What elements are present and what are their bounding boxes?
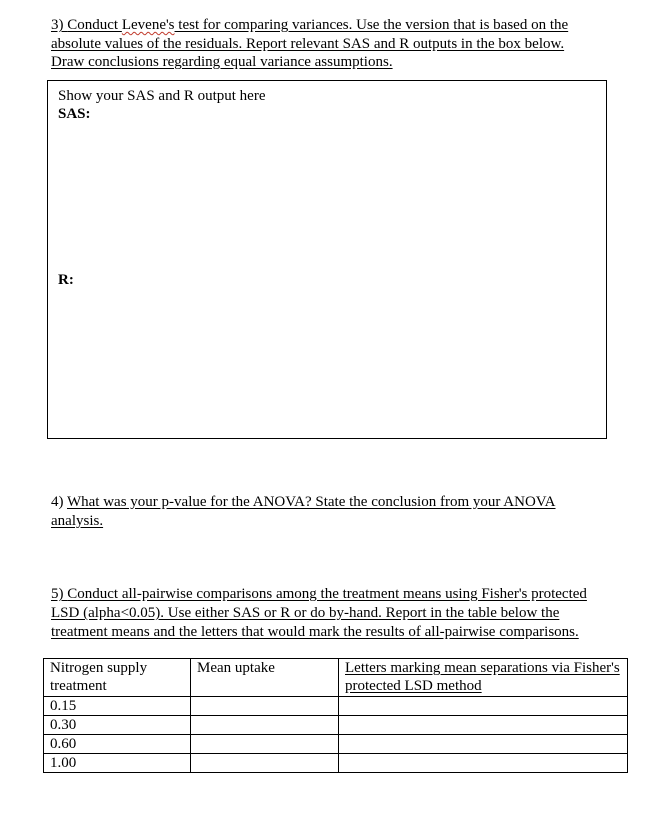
mean-cell[interactable] (191, 697, 339, 716)
q4-line1 (51, 493, 556, 512)
table-header-row (44, 659, 628, 697)
treatment-cell[interactable]: 0.15 (44, 697, 191, 716)
q3-line2: absolute values of the residuals. Report relevant SAS and R outputs in the box below. (51, 36, 565, 52)
q5-number: 5) (51, 586, 68, 602)
header-nitrogen-supply[interactable]: Nitrogen supply treatment (44, 659, 191, 697)
treatment-cell[interactable]: 0.30 (44, 716, 191, 735)
lsd-results-table (43, 658, 628, 773)
letters-cell[interactable] (339, 735, 628, 754)
q4-text: What was your p-value for the ANOVA? State the conclusion from your ANOVA (66, 494, 556, 510)
q3-text-pre: Conduct (67, 17, 122, 33)
q3-text-post: test for comparing variances. Use the version that is based on the (174, 17, 569, 33)
mean-cell[interactable] (191, 754, 339, 773)
q3-line3: Draw conclusions regarding equal variance assumptions. (51, 54, 393, 70)
q4-line2: analysis. (51, 513, 104, 529)
table-row (44, 716, 628, 735)
q5-line3: treatment means and the letters that would mark the results of all-pairwise comparisons. (51, 624, 579, 640)
table-row (44, 735, 628, 754)
q5-line2: LSD (alpha<0.05). Use either SAS or R or do by-hand. Report in the table below the (51, 605, 560, 621)
q3-number: 3) (51, 17, 68, 33)
mean-cell[interactable] (191, 716, 339, 735)
treatment-cell[interactable]: 1.00 (44, 754, 191, 773)
letters-cell[interactable] (339, 754, 628, 773)
table-row (44, 754, 628, 773)
spellcheck-flagged-word: Levene's (121, 17, 175, 33)
mean-cell[interactable] (191, 735, 339, 754)
q4-number: 4) (51, 494, 67, 510)
letters-cell[interactable] (339, 697, 628, 716)
output-box-prompt: Show your SAS and R output here (58, 88, 266, 104)
table-row (44, 697, 628, 716)
header-mean-uptake[interactable]: Mean uptake (191, 659, 339, 697)
q5-line1 (51, 585, 587, 604)
r-label: R: (58, 272, 74, 288)
sas-label: SAS: (58, 106, 91, 122)
header-lsd-letters[interactable]: Letters marking mean separations via Fisher's protected LSD method (339, 659, 628, 697)
q5-text: Conduct all-pairwise comparisons among the treatment means using Fisher's protected (67, 586, 587, 602)
letters-cell[interactable] (339, 716, 628, 735)
treatment-cell[interactable]: 0.60 (44, 735, 191, 754)
output-box[interactable] (47, 80, 607, 439)
q3-line1 (51, 16, 568, 35)
